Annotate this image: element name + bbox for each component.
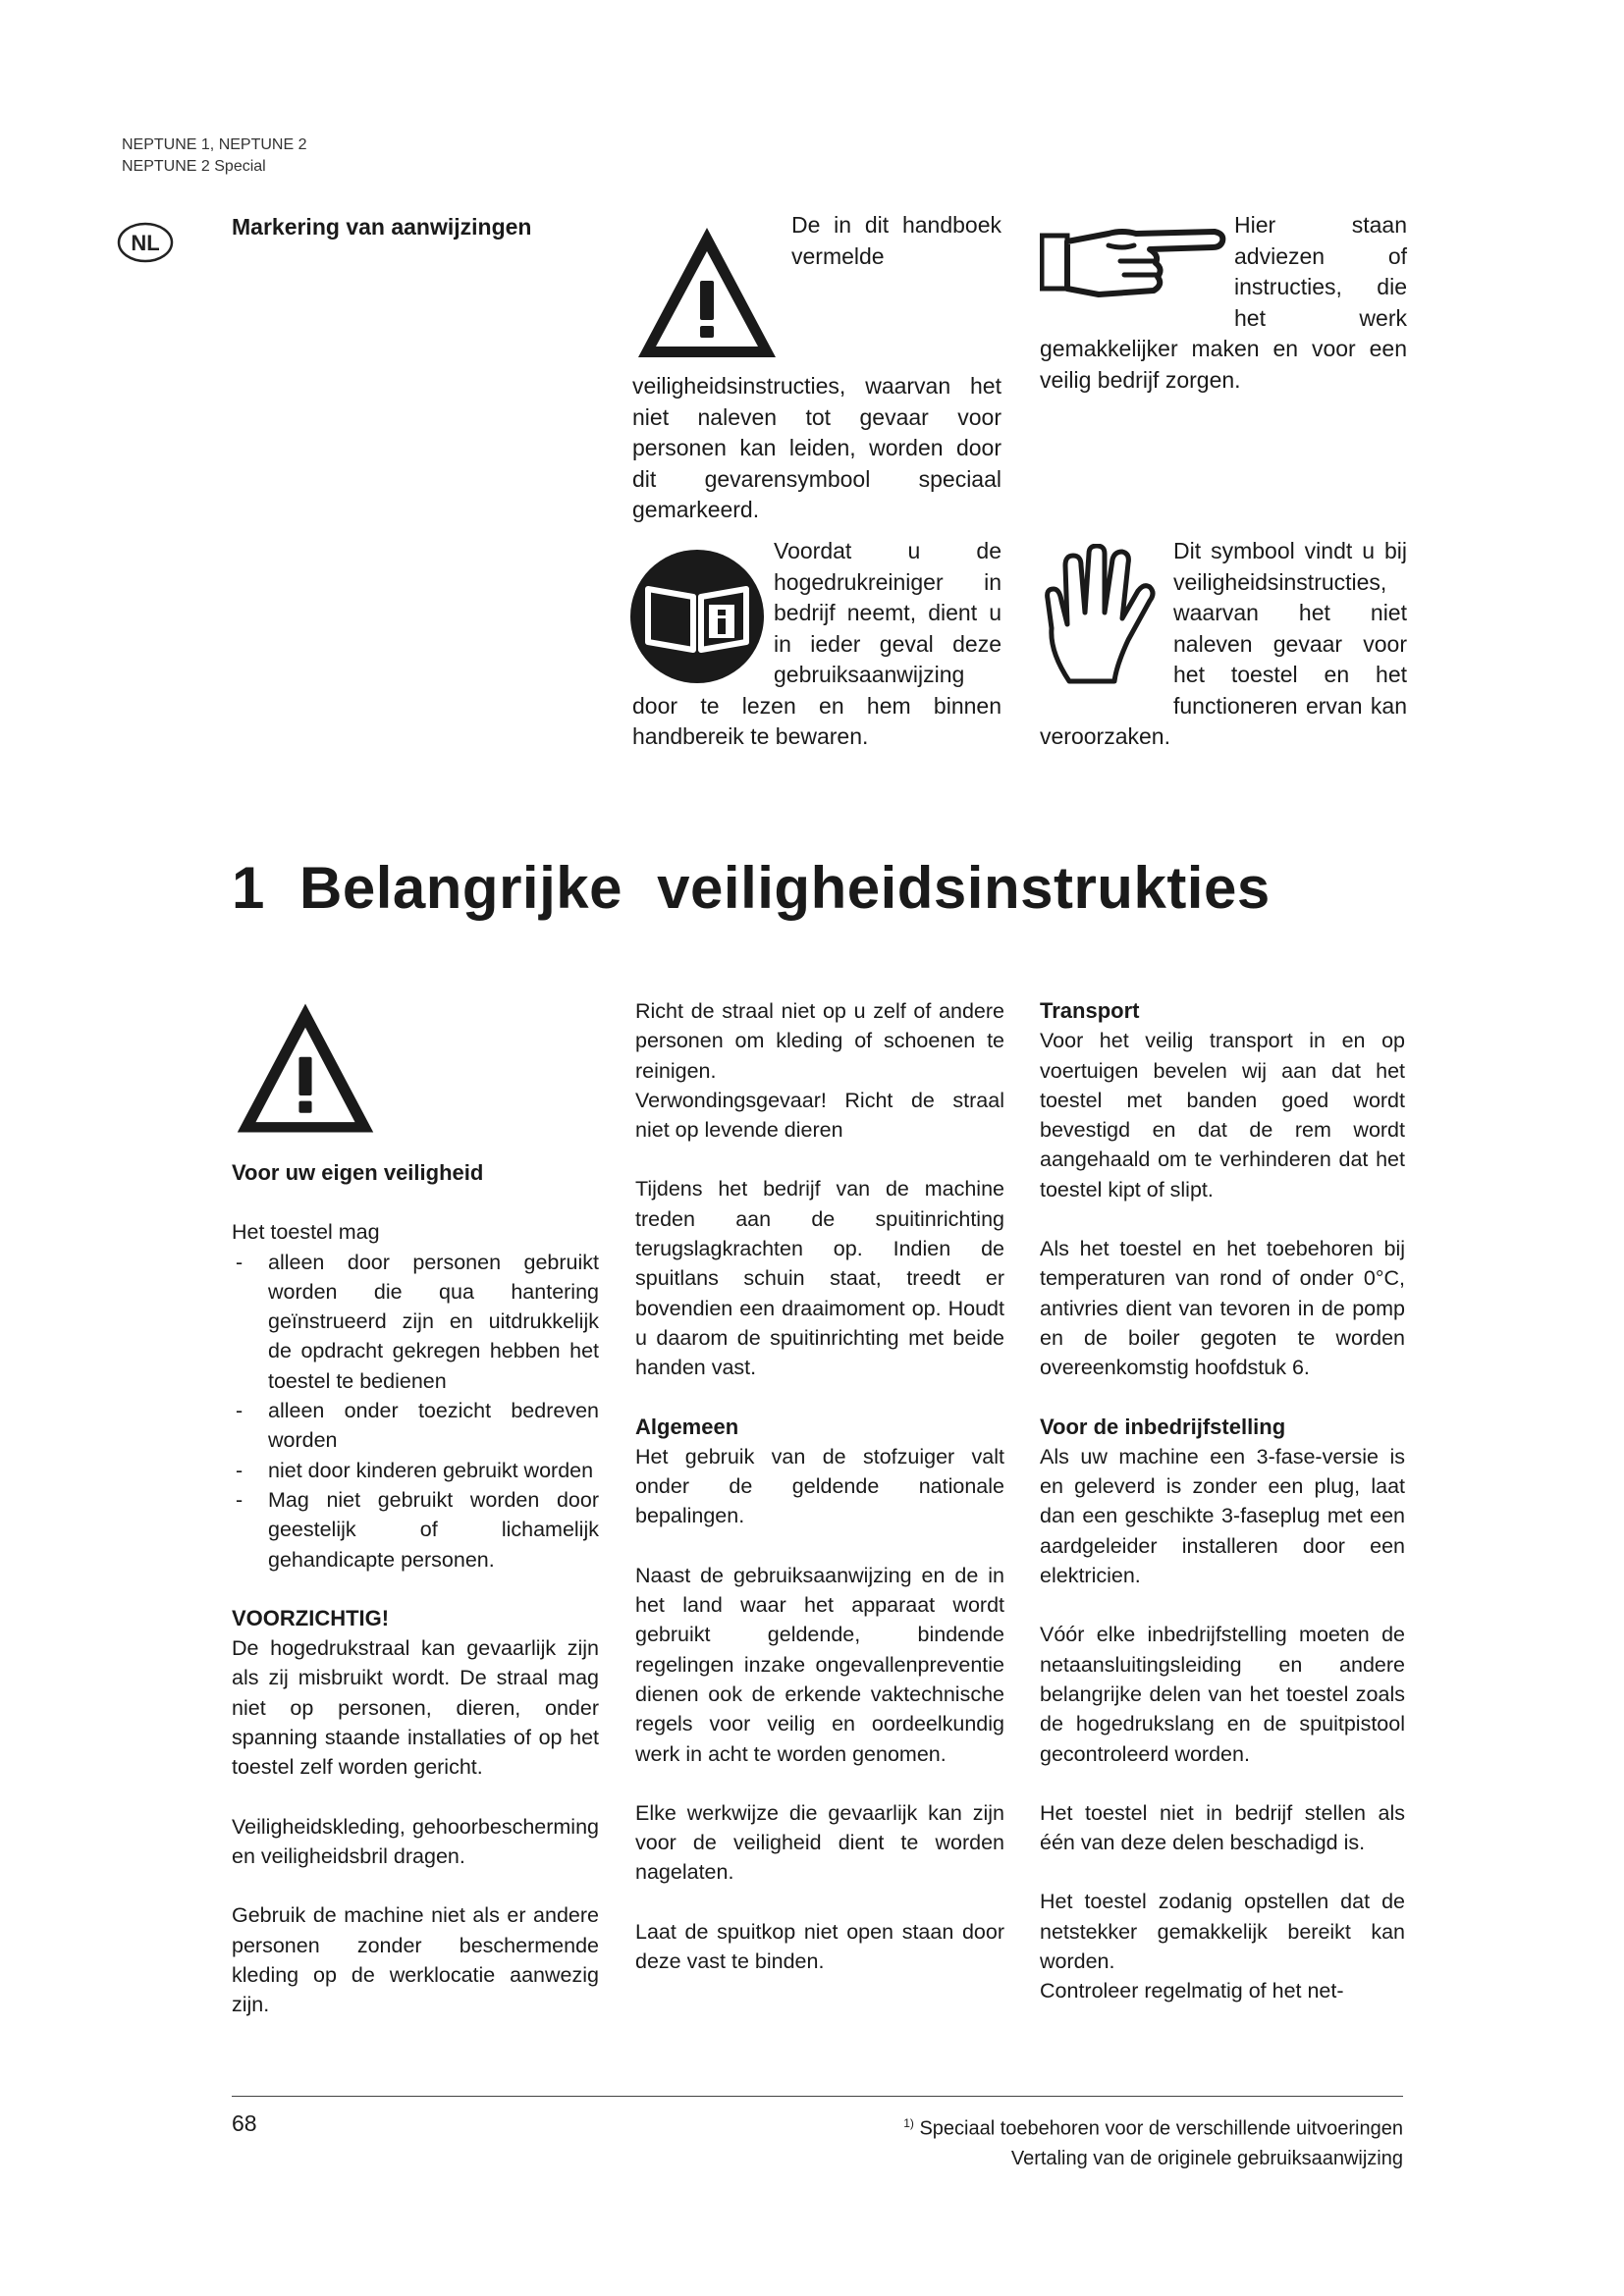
protective-clothing-text: Veiligheidskleding, gehoorbescherming en veiligheidsbril dragen.	[232, 1814, 599, 1868]
injury-danger-text: Verwondingsgevaar! Richt de straal niet op levende dieren	[635, 1088, 1004, 1143]
hand-instruction-box	[1040, 536, 1407, 753]
manual-instruction-box	[632, 536, 1001, 753]
column-1	[232, 996, 599, 2019]
model-line-1: NEPTUNE 1, NEPTUNE 2	[122, 136, 307, 153]
footnote-marker: 1)	[903, 2116, 914, 2130]
jet-direction-text: Richt de straal niet op u zelf of andere personen om kleding of schoenen te reinigen.	[635, 999, 1004, 1083]
marking-section-title: Markering van aanwijzingen	[232, 214, 532, 240]
use-restriction-text: Gebruik de machine niet als er andere personen zonder beschermende kleding op de werklocatie aanwezig zijn.	[232, 1903, 599, 2017]
read-manual-icon	[628, 548, 766, 685]
tip-instruction-box	[1040, 210, 1407, 396]
document-header	[122, 134, 306, 178]
device-intro: Het toestel mag	[232, 1220, 380, 1245]
list-item: - alleen door personen gebruikt worden die qua hantering geïnstrueerd zijn en uitdrukkelijk de opdracht gekregen hebben het toestel te bedienen	[232, 1248, 599, 1396]
pre-start-check-text: Vóór elke inbedrijfstelling moeten de netaansluitingsleiding en andere belangrijke delen van het toestel zoals de hogedrukslang en de spuitpistool gecontroleerd worden.	[1040, 1623, 1405, 1766]
hand-instruction-text: Dit symbool vindt u bij veiligheidsinstructies, waarvan het niet naleven gevaar voor het toestel en het functioneren ervan kan veroorzaken.	[1040, 538, 1407, 749]
column-2	[635, 996, 1004, 1976]
usage-conditions-list	[232, 1248, 599, 1575]
pointing-hand-icon	[1040, 216, 1226, 310]
warning-triangle-icon-large	[232, 996, 379, 1139]
warning-triangle-icon	[628, 214, 785, 371]
caution-text: De hogedrukstraal kan gevaarlijk zijn als zij misbruikt wordt. De straal mag niet op personen, dieren, onder spanning staande installaties of op het toestel zelf worden gericht.	[232, 1636, 599, 1780]
caution-heading: VOORZICHTIG!	[232, 1605, 390, 1630]
list-item: - Mag niet gebruikt worden door geestelijk of lichamelijk gehandicapte personen.	[232, 1485, 599, 1575]
language-badge	[116, 221, 175, 264]
transport-heading: Transport	[1040, 998, 1140, 1023]
translation-note: Vertaling van de originele gebruiksaanwijzing	[1010, 2147, 1403, 2169]
continued-text: Controleer regelmatig of het net-	[1040, 1979, 1344, 2003]
transport-text: Voor het veilig transport in en op voertuigen bevelen wij aan dat het toestel met banden goed wordt bevestigd en dat de rem wordt aangehaald om te verhinderen dat het toestel kipt of slipt.	[1040, 1029, 1405, 1201]
chapter-title: 1 Belangrijke veiligheidsinstrukties	[232, 855, 1271, 921]
stop-hand-icon	[1040, 544, 1158, 691]
general-heading: Algemeen	[635, 1414, 739, 1439]
frost-protection-text: Als het toestel en het toebehoren bij temperaturen van rond of onder 0°C, antivries dient van tevoren in de pomp en de boiler gegoten te worden overeenkomstig hoofdstuk 6.	[1040, 1237, 1405, 1380]
manual-instruction-text: Voordat u de hogedrukreiniger in bedrijf neemt, dient u in ieder geval deze gebruiksaanwijzing door te lezen en hem binnen handbereik te bewaren.	[632, 538, 1001, 749]
dangerous-methods-text: Elke werkwijze die gevaarlijk kan zijn voor de veiligheid dient te worden nagelaten.	[635, 1800, 1004, 1885]
list-item: - niet door kinderen gebruikt worden	[232, 1456, 599, 1485]
three-phase-text: Als uw machine een 3-fase-versie is en geleverd is zonder een plug, laat dan een geschikte 3-faseplug met een aardgeleider installeren door een elektricien.	[1040, 1444, 1405, 1588]
list-item: - alleen onder toezicht bedreven worden	[232, 1396, 599, 1456]
footnote-text: Speciaal toebehoren voor de verschillende uitvoeringen	[919, 2117, 1403, 2140]
plug-access-text: Het toestel zodanig opstellen dat de netstekker gemakkelijk bereikt kan worden.	[1040, 1890, 1405, 1974]
language-code: NL	[131, 231, 160, 255]
footer-notes	[903, 2109, 1403, 2173]
warning-instruction-text: De in dit handboek vermelde veiligheidsinstructies, waarvan het niet naleven tot gevaar voor personen kan leiden, worden door dit gevarensymbool speciaal gemarkeerd.	[632, 212, 1001, 522]
footer-divider	[232, 2096, 1403, 2097]
model-line-2: NEPTUNE 2 Special	[122, 158, 266, 175]
national-rules-text: Het gebruik van de stofzuiger valt onder de geldende nationale bepalingen.	[635, 1444, 1004, 1528]
recoil-text: Tijdens het bedrijf van de machine treden aan de spuitinrichting terugslagkrachten op. Indien de spuitlans schuin staat, treedt er bovendien een draaimoment op. Houdt u daarom de spuitinrichting met beide handen vast.	[635, 1177, 1004, 1380]
tip-instruction-text: Hier staan adviezen of instructies, die het werk gemakkelijker maken en voor een veilig bedrijf zorgen.	[1040, 212, 1407, 393]
warning-instruction-box	[632, 210, 1001, 526]
nozzle-text: Laat de spuitkop niet open staan door deze vast te binden.	[635, 1919, 1004, 1974]
commissioning-heading: Voor de inbedrijfstelling	[1040, 1414, 1286, 1439]
damaged-parts-text: Het toestel niet in bedrijf stellen als één van deze delen beschadigd is.	[1040, 1800, 1405, 1855]
own-safety-heading: Voor uw eigen veiligheid	[232, 1160, 484, 1185]
column-3	[1040, 996, 1405, 2006]
page-number: 68	[232, 2110, 257, 2136]
accident-prevention-text: Naast de gebruiksaanwijzing en de in het land waar het apparaat wordt gebruikt geldende, bindende regelingen inzake ongevallenpreventie dienen ook de erkende vaktechnische regels voor veilig en oordeelkundig werk in acht te worden genomen.	[635, 1563, 1004, 1766]
